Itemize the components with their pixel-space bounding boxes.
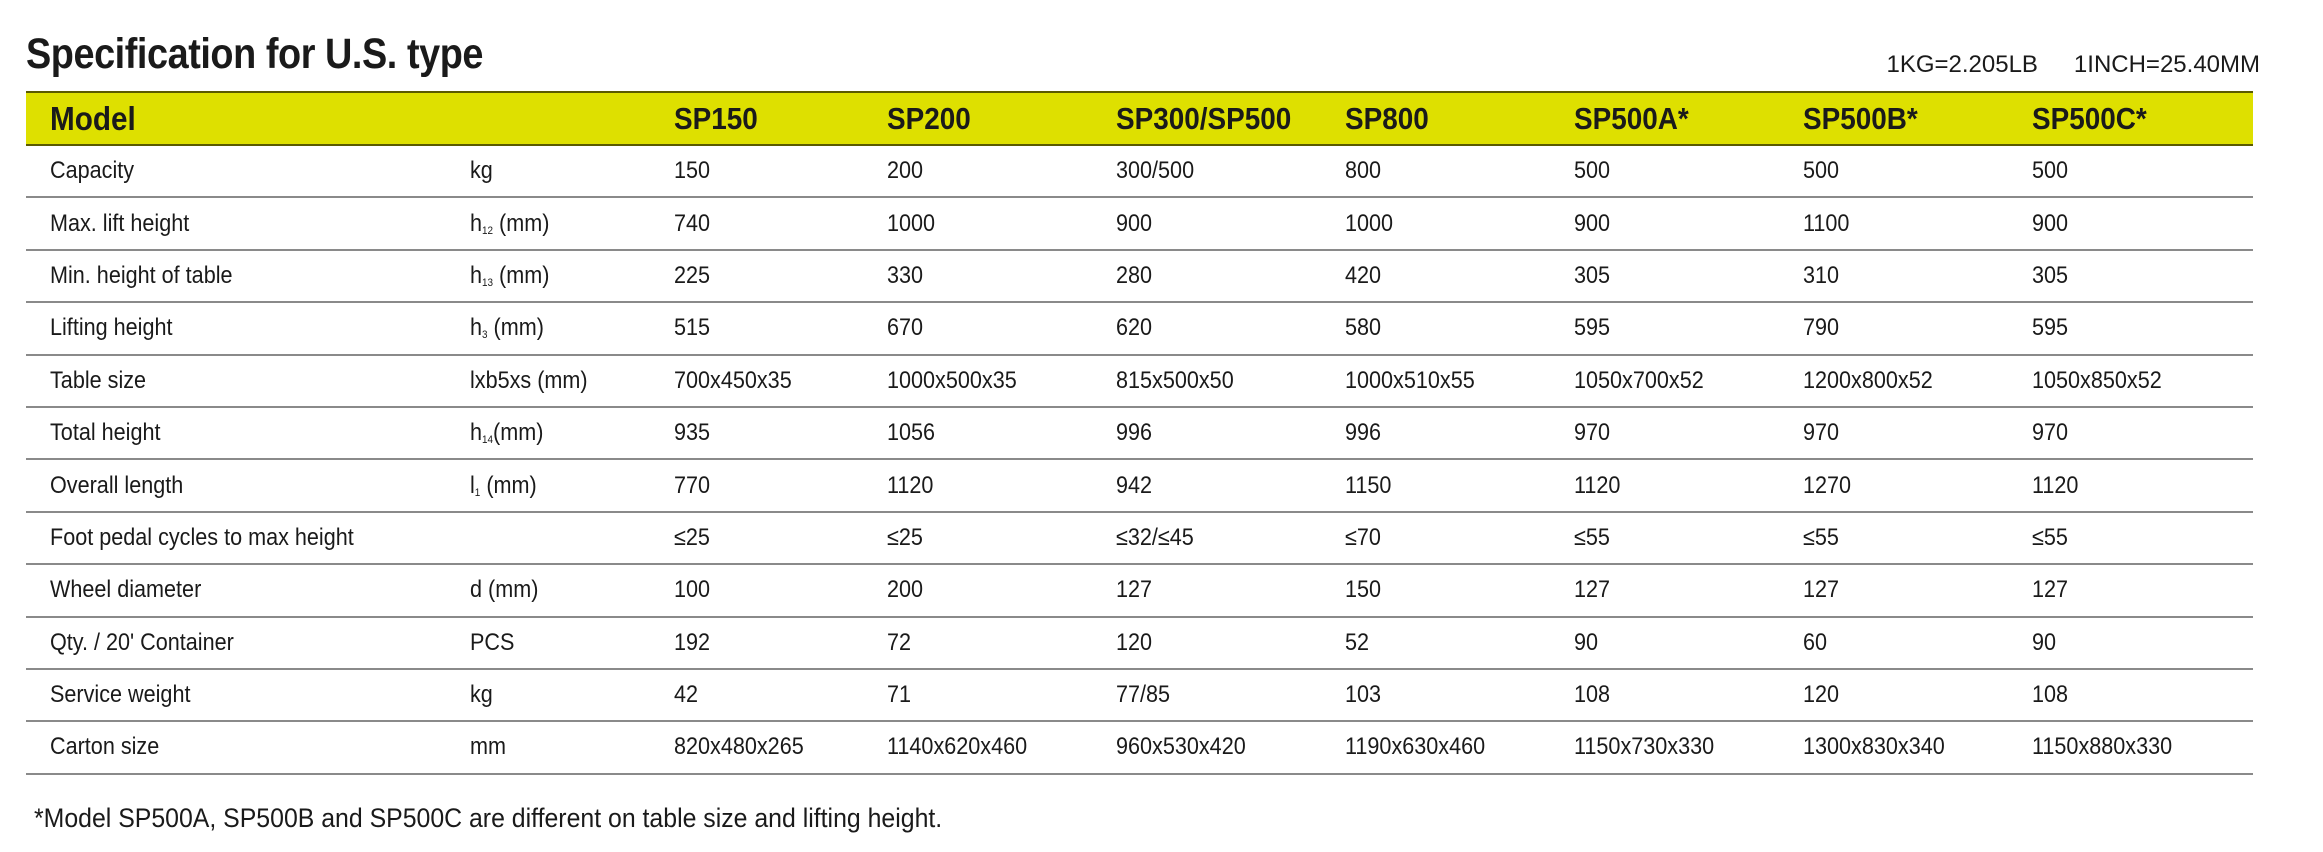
value-cell: 770	[674, 471, 711, 499]
parameter-cell: Table size	[50, 366, 147, 394]
value-cell: 1000	[887, 209, 936, 237]
value-cell: 150	[674, 157, 711, 185]
model-column-header: SP500C*	[2008, 92, 2253, 145]
value-cell: 127	[1116, 576, 1153, 604]
value-cell: 120	[1803, 681, 1840, 709]
value-cell: 1200x800x52	[1803, 366, 1933, 394]
value-cell: ≤32/≤45	[1116, 523, 1194, 551]
value-cell: 108	[1574, 681, 1611, 709]
model-column-header: SP200	[863, 92, 1092, 145]
table-row	[26, 617, 2253, 669]
value-cell: 108	[2032, 681, 2069, 709]
value-cell: 970	[2032, 419, 2069, 447]
unit-cell: $h_{13}$ (mm)	[470, 261, 550, 289]
value-cell: 90	[2032, 628, 2057, 656]
value-cell: 127	[1803, 576, 1840, 604]
parameter-cell: Total height	[50, 419, 161, 447]
value-cell: 305	[1574, 261, 1611, 289]
parameter-cell: Capacity	[50, 157, 135, 185]
unit-cell: kg	[470, 157, 493, 185]
value-cell: 1050x700x52	[1574, 366, 1704, 394]
value-cell: 1000	[1345, 209, 1394, 237]
parameter-cell: Qty. / 20' Container	[50, 628, 234, 656]
value-cell: 942	[1116, 471, 1153, 499]
value-cell: 305	[2032, 261, 2069, 289]
value-cell: 1190x630x460	[1345, 733, 1486, 761]
unit-cell	[446, 512, 650, 564]
value-cell: ≤25	[674, 523, 710, 551]
value-cell: 900	[2032, 209, 2069, 237]
value-cell: 100	[674, 576, 711, 604]
unit-cell: $h_{14}(mm)$	[470, 419, 544, 447]
parameter-cell: Overall length	[50, 471, 184, 499]
value-cell: 150	[1345, 576, 1382, 604]
unit-cell: kg	[470, 681, 493, 709]
value-cell: 1120	[887, 471, 934, 499]
value-cell: 500	[1803, 157, 1840, 185]
model-column-header: SP800	[1321, 92, 1550, 145]
value-cell: 1100	[1803, 209, 1850, 237]
table-row	[26, 459, 2253, 511]
value-cell: 970	[1803, 419, 1840, 447]
parameter-cell: Carton size	[50, 733, 160, 761]
parameter-cell: Wheel diameter	[50, 576, 202, 604]
parameter-cell: Max. lift height	[50, 209, 190, 237]
value-cell: 52	[1345, 628, 1370, 656]
model-header: Model	[26, 92, 446, 145]
value-cell: 1120	[1574, 471, 1621, 499]
value-cell: 127	[1574, 576, 1611, 604]
value-cell: ≤55	[1574, 523, 1610, 551]
value-cell: 72	[887, 628, 912, 656]
value-cell: 800	[1345, 157, 1382, 185]
unit-cell: $l_1$ (mm)	[470, 471, 537, 499]
parameter-cell: Service weight	[50, 681, 191, 709]
model-column-header: SP300/SP500	[1092, 92, 1321, 145]
value-cell: 77/85	[1116, 681, 1171, 709]
page-title: Specification for U.S. type	[26, 30, 484, 78]
table-row	[26, 407, 2253, 459]
unit-header	[446, 92, 650, 145]
value-cell: 1150x880x330	[2032, 733, 2173, 761]
value-cell: 225	[674, 261, 711, 289]
value-cell: 127	[2032, 576, 2069, 604]
value-cell: 300/500	[1116, 157, 1195, 185]
value-cell: 996	[1345, 419, 1382, 447]
value-cell: ≤70	[1345, 523, 1381, 551]
value-cell: 200	[887, 157, 924, 185]
value-cell: 935	[674, 419, 711, 447]
value-cell: 1000x510x55	[1345, 366, 1475, 394]
table-row	[26, 721, 2253, 773]
value-cell: 595	[1574, 314, 1611, 342]
value-cell: ≤55	[1803, 523, 1839, 551]
value-cell: 1056	[887, 419, 936, 447]
value-cell: 595	[2032, 314, 2069, 342]
value-cell: 700x450x35	[674, 366, 792, 394]
value-cell: 120	[1116, 628, 1153, 656]
parameter-cell: Min. height of table	[50, 261, 233, 289]
value-cell: 580	[1345, 314, 1382, 342]
value-cell: 280	[1116, 261, 1153, 289]
value-cell: 1270	[1803, 471, 1852, 499]
value-cell: 1120	[2032, 471, 2079, 499]
unit-cell: mm	[470, 733, 506, 761]
table-row	[26, 669, 2253, 721]
unit-cell: d (mm)	[470, 576, 539, 604]
parameter-cell: Lifting height	[50, 314, 173, 342]
value-cell: 200	[887, 576, 924, 604]
value-cell: 420	[1345, 261, 1382, 289]
value-cell: 330	[887, 261, 924, 289]
value-cell: 1140x620x460	[887, 733, 1028, 761]
value-cell: 620	[1116, 314, 1153, 342]
model-column-header: SP150	[650, 92, 863, 145]
table-row	[26, 564, 2253, 616]
unit-conversions	[1886, 51, 2260, 79]
specification-table	[26, 91, 2253, 775]
value-cell: 670	[887, 314, 924, 342]
model-column-header: SP500A*	[1550, 92, 1779, 145]
parameter-cell: Foot pedal cycles to max height	[50, 523, 354, 551]
value-cell: 60	[1803, 628, 1828, 656]
value-cell: 996	[1116, 419, 1153, 447]
value-cell: 500	[2032, 157, 2069, 185]
footnote: *Model SP500A, SP500B and SP500C are different on table size and lifting height.	[34, 803, 943, 833]
table-row	[26, 197, 2253, 249]
unit-cell: $h_3$ (mm)	[470, 314, 544, 342]
weight-conversion: 1KG=2.205LB	[1886, 51, 2038, 78]
value-cell: 790	[1803, 314, 1840, 342]
value-cell: 970	[1574, 419, 1611, 447]
unit-cell: lxb5xs (mm)	[470, 366, 588, 394]
value-cell: 1150x730x330	[1574, 733, 1715, 761]
value-cell: 820x480x265	[674, 733, 804, 761]
table-row	[26, 302, 2253, 354]
table-row	[26, 512, 2253, 564]
value-cell: ≤25	[887, 523, 923, 551]
value-cell: 103	[1345, 681, 1382, 709]
value-cell: 740	[674, 209, 711, 237]
value-cell: 500	[1574, 157, 1611, 185]
value-cell: 900	[1116, 209, 1153, 237]
value-cell: 192	[674, 628, 711, 656]
value-cell: 1000x500x35	[887, 366, 1017, 394]
value-cell: 960x530x420	[1116, 733, 1246, 761]
value-cell: 42	[674, 681, 699, 709]
value-cell: 1050x850x52	[2032, 366, 2162, 394]
table-row	[26, 145, 2253, 197]
model-column-header: SP500B*	[1779, 92, 2008, 145]
value-cell: 90	[1574, 628, 1599, 656]
unit-cell: PCS	[470, 628, 515, 656]
value-cell: 1300x830x340	[1803, 733, 1945, 761]
header-row	[26, 92, 2253, 145]
value-cell: ≤55	[2032, 523, 2068, 551]
value-cell: 815x500x50	[1116, 366, 1234, 394]
value-cell: 1150	[1345, 471, 1392, 499]
length-conversion: 1INCH=25.40MM	[2073, 51, 2260, 78]
value-cell: 71	[887, 681, 912, 709]
value-cell: 310	[1803, 261, 1840, 289]
value-cell: 900	[1574, 209, 1611, 237]
table-row	[26, 355, 2253, 407]
unit-cell: $h_{12}$ (mm)	[470, 209, 550, 237]
table-row	[26, 250, 2253, 302]
value-cell: 515	[674, 314, 711, 342]
